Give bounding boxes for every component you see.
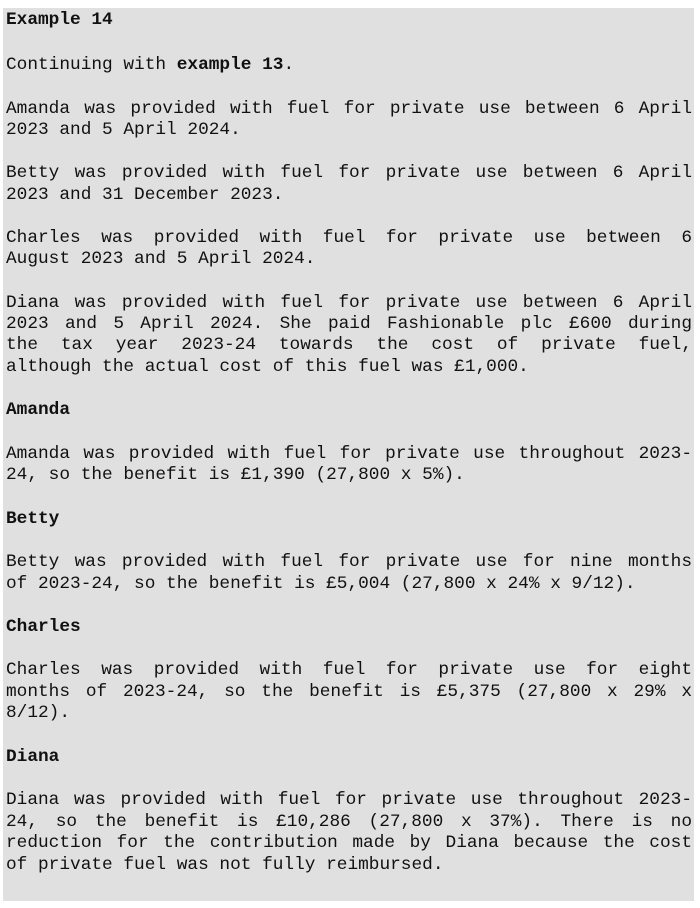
paragraph-line: although the actual cost of this fuel was £1,000. <box>6 357 529 377</box>
paragraph-line: Amanda was provided with fuel for private use throughout 2023- <box>6 444 692 464</box>
intro-suffix: . <box>283 55 295 75</box>
paragraph-line: Amanda was provided with fuel for private use between 6 April <box>6 99 692 119</box>
intro-prefix: Continuing with <box>6 55 177 75</box>
paragraph-line: 2023 and 31 December 2023. <box>6 185 284 205</box>
paragraph-line: 24, so the benefit is £10,286 (27,800 x 37%). There is no <box>6 812 692 832</box>
betty-heading: Betty <box>6 509 60 529</box>
paragraph-line: 2023 and 5 April 2024. She paid Fashionable plc £600 during <box>6 314 692 334</box>
paragraph-line: Charles was provided with fuel for private use between 6 <box>6 228 692 248</box>
paragraph-line: the tax year 2023-24 towards the cost of private fuel, <box>6 335 692 355</box>
diana-heading: Diana <box>6 747 60 767</box>
paragraph-line: 2023 and 5 April 2024. <box>6 120 241 140</box>
amanda-heading: Amanda <box>6 400 71 420</box>
paragraph-line: Betty was provided with fuel for private use between 6 April <box>6 163 692 183</box>
paragraph-line: Diana was provided with fuel for private use between 6 April <box>6 293 692 313</box>
paragraph-line: 8/12). <box>6 703 71 723</box>
intro-text <box>6 55 692 77</box>
paragraph-line: of private fuel was not fully reimbursed. <box>6 855 444 875</box>
example-reference: example 13 <box>176 55 284 75</box>
charles-heading: Charles <box>6 617 81 637</box>
paragraph-line: months of 2023-24, so the benefit is £5,375 (27,800 x 29% x <box>6 682 692 702</box>
paragraph-line: reduction for the contribution made by Diana because the cost <box>6 833 692 853</box>
example-title: Example 14 <box>6 10 113 30</box>
paragraph-line: August 2023 and 5 April 2024. <box>6 249 316 269</box>
paragraph-line: Diana was provided with fuel for private use throughout 2023- <box>6 790 692 810</box>
paragraph-line: Charles was provided with fuel for private use for eight <box>6 660 692 680</box>
paragraph-line: Betty was provided with fuel for private use for nine months <box>6 552 692 572</box>
paragraph-line: 24, so the benefit is £1,390 (27,800 x 5%). <box>6 465 465 485</box>
example-panel <box>3 8 694 901</box>
paragraph-line: of 2023-24, so the benefit is £5,004 (27,800 x 24% x 9/12). <box>6 574 636 594</box>
